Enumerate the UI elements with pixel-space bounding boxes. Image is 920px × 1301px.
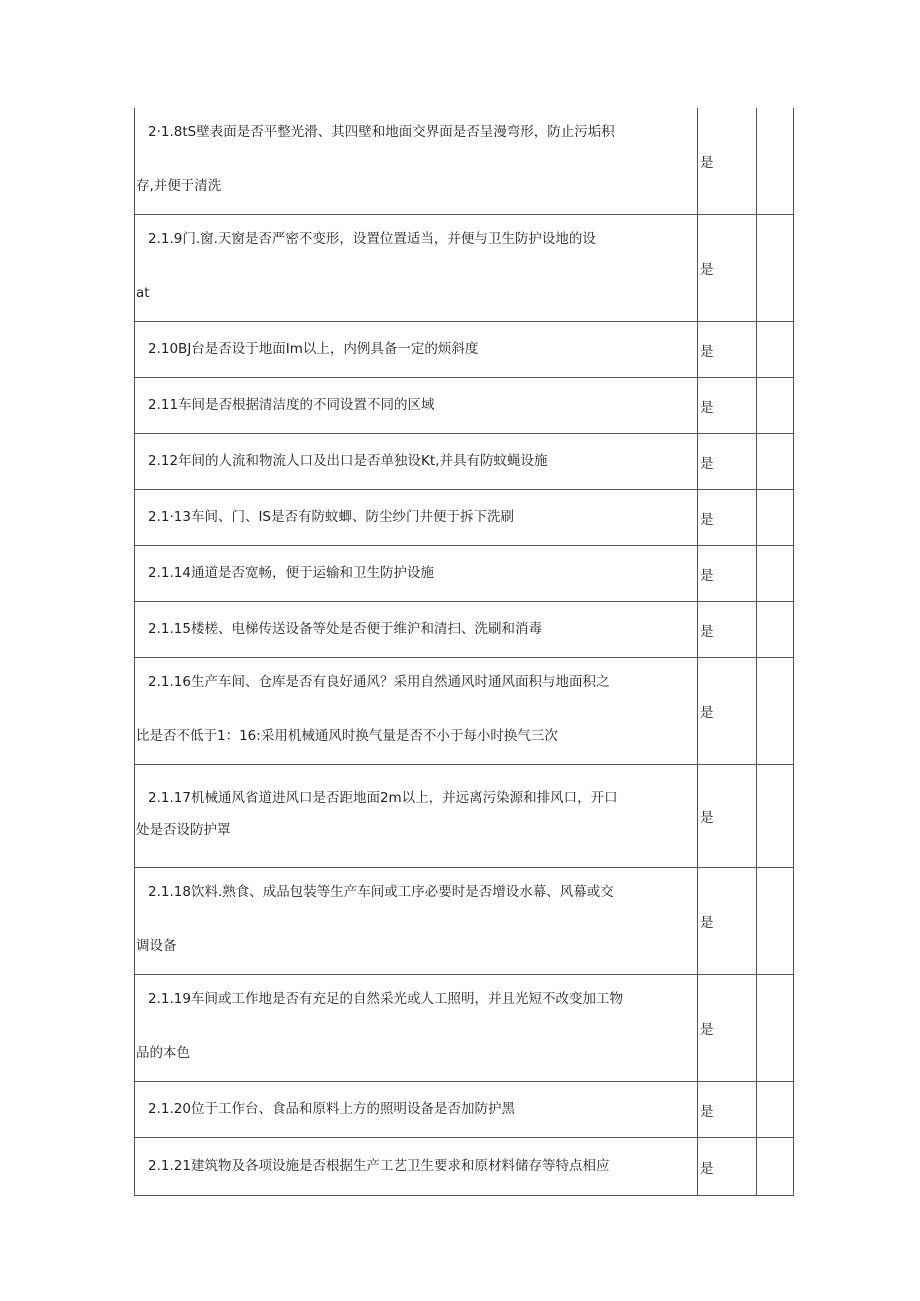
item-line-1: 2.1.15楼槎、电梯传送设备等处是否便于维沪和清扫、洗刷和消毒	[148, 621, 542, 637]
item-text-cell	[135, 322, 698, 378]
item-line-1: 2.1.14通道是否宽畅，便于运输和卫生防护设施	[148, 565, 434, 581]
table-row	[135, 602, 794, 658]
item-text-cell	[135, 975, 698, 1082]
empty-cell	[757, 322, 794, 378]
result-cell: 是	[698, 378, 757, 434]
result-cell: 是	[698, 975, 757, 1082]
empty-cell	[757, 658, 794, 765]
table-row	[135, 378, 794, 434]
table-row	[135, 975, 794, 1082]
item-line-1: 2.10BJ台是否设于地面Im以上，内例具备一定的烦斜度	[148, 341, 479, 357]
empty-cell	[757, 546, 794, 602]
item-line-1: 2.1.9门.窗.天窗是否严密不变形，设置位置适当，并便与卫生防护设地的设	[148, 231, 596, 247]
inspection-checklist-table	[134, 108, 794, 1196]
item-line-1: 2.1.16生产车间、仓库是否有良好通风？采用自然通风时通风面积与地面积之	[148, 674, 610, 690]
result-cell: 是	[698, 215, 757, 322]
result-cell: 是	[698, 602, 757, 658]
empty-cell	[757, 975, 794, 1082]
item-line-2: 比是否不低于1：16:采用机械通风时换气量是否不小于每小时换气三次	[136, 728, 558, 744]
item-line-1: 2·1.8tS壁表面是否平整光滑、其四壁和地面交界面是否呈漫弯形，防止污垢积	[148, 124, 615, 140]
item-line-1: 2.1.21建筑物及各项设施是否根据生产工艺卫生要求和原材料储存等特点相应	[148, 1158, 610, 1174]
item-line-1: 2.1.19车间或工作地是否有充足的自然采光或人工照明，并且光短不改变加工物	[148, 991, 623, 1007]
result-cell: 是	[698, 322, 757, 378]
table-row	[135, 1082, 794, 1138]
item-line-1: 2.1.18饮料.熟食、成品包装等生产车间或工序必要时是否增设水幕、风幕或交	[148, 884, 614, 900]
result-cell: 是	[698, 1138, 757, 1196]
table-row	[135, 658, 794, 765]
result-cell: 是	[698, 1082, 757, 1138]
item-line-1: 2.11车间是否根据清洁度的不同设置不同的区域	[148, 397, 435, 413]
result-cell: 是	[698, 108, 757, 215]
item-line-2: 存,并便于清洗	[136, 178, 222, 194]
result-cell: 是	[698, 658, 757, 765]
item-text-cell	[135, 546, 698, 602]
item-text-cell	[135, 378, 698, 434]
result-cell: 是	[698, 434, 757, 490]
item-line-1: 2.1·13车间、门、IS是否有防蚊蝍、防尘纱门井便于拆下洗刷	[148, 509, 514, 525]
item-line-2: 处是否设防护罩	[136, 822, 231, 838]
table-row	[135, 434, 794, 490]
item-text-cell	[135, 1082, 698, 1138]
item-text-cell	[135, 1138, 698, 1196]
item-text-cell	[135, 602, 698, 658]
empty-cell	[757, 108, 794, 215]
table-row	[135, 490, 794, 546]
result-cell: 是	[698, 868, 757, 975]
table-row	[135, 322, 794, 378]
item-text-cell	[135, 658, 698, 765]
item-line-2: at	[136, 285, 150, 301]
empty-cell	[757, 490, 794, 546]
empty-cell	[757, 434, 794, 490]
empty-cell	[757, 1138, 794, 1196]
item-line-1: 2.12年间的人流和物流人口及出口是否单独设Kt,并具有防蚊蝇设施	[148, 453, 548, 469]
empty-cell	[757, 602, 794, 658]
table-row	[135, 868, 794, 975]
item-line-1: 2.1.20位于工作台、食品和原料上方的照明设备是否加防护黑	[148, 1101, 515, 1117]
empty-cell	[757, 215, 794, 322]
table-row	[135, 215, 794, 322]
item-line-2: 品的本色	[136, 1045, 190, 1061]
table-row	[135, 108, 794, 215]
item-text-cell	[135, 868, 698, 975]
empty-cell	[757, 868, 794, 975]
item-text-cell	[135, 108, 698, 215]
empty-cell	[757, 765, 794, 868]
item-text-cell	[135, 434, 698, 490]
result-cell: 是	[698, 490, 757, 546]
item-text-cell	[135, 490, 698, 546]
table-row	[135, 1138, 794, 1196]
empty-cell	[757, 1082, 794, 1138]
item-line-2: 调设备	[136, 938, 177, 954]
table-row	[135, 546, 794, 602]
result-cell: 是	[698, 765, 757, 868]
item-text-cell	[135, 215, 698, 322]
result-cell: 是	[698, 546, 757, 602]
table-row	[135, 765, 794, 868]
item-text-cell	[135, 765, 698, 868]
item-line-1: 2.1.17机械通风省道进风口是否距地面2m以上，并远离污染源和排风口，开口	[148, 790, 618, 806]
empty-cell	[757, 378, 794, 434]
